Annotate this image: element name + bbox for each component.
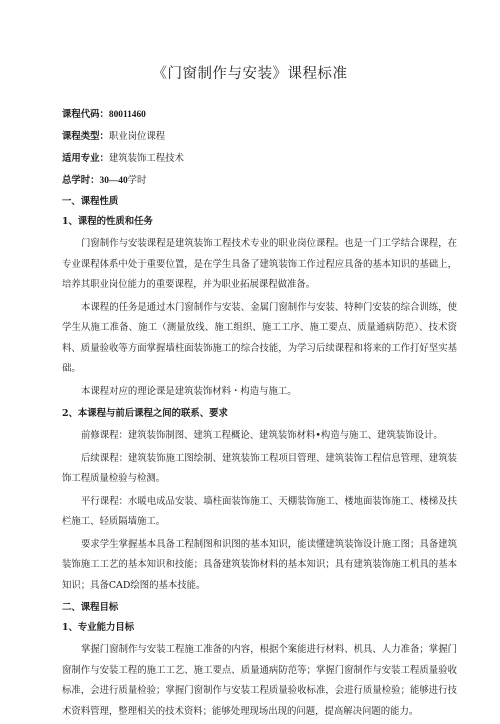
- paragraph: 后续课程：建筑装饰施工图绘制、建筑装饰工程项目管理、建筑装饰工程信息管理、建筑装饰工程质量检验与检测。: [62, 452, 457, 484]
- document-body: [62, 104, 457, 724]
- total-hours-line: [62, 170, 457, 192]
- subsection-heading: 1、专业能力目标: [62, 622, 135, 633]
- section-heading: 二、课程目标: [62, 602, 119, 613]
- meta-label: 课程代码：: [62, 109, 109, 120]
- paragraph: 要求学生掌握基本具备工程制图和识图的基本知识，能读懂建筑装饰设计施工图；具备建筑装饰施工工艺的基本知识和技能；具备建筑装饰材料的基本知识；具有建筑装饰施工机具的基本知识；具备CAD绘图的基本技能。: [62, 538, 457, 591]
- major-line: [62, 148, 457, 170]
- subsection-heading: 1、课程的性质和任务: [62, 216, 153, 227]
- document-title: 《门窗制作与安装》课程标准: [152, 66, 348, 82]
- meta-suffix: 学时: [127, 175, 147, 186]
- meta-value: 80011460: [108, 110, 146, 120]
- meta-value: 30—40: [99, 176, 128, 186]
- meta-value: 建筑装饰工程技术: [108, 153, 184, 164]
- paragraph: 掌握门窗制作与安装工程施工准备的内容，根据个案能进行材料、机具、人力准备；掌握门窗制作与安装工程的施工工艺、施工要点、质量通病防范等；掌握门窗制作与安装工程质量验收标准，会进行质量检验；掌握门窗制作与安装工程质量验收标准，会进行质量检验；能够进行技术资料管理，整理相关的技术资料；能够处理现场出现的问题，提高解决问题的能力。: [62, 644, 457, 717]
- meta-label: 适用专业：: [62, 153, 109, 164]
- paragraph: 本课程的任务是通过木门窗制作与安装、金属门窗制作与安装、特种门安装的综合训练，使学生从施工准备、施工（测量放线、施工组织、施工工序、施工要点、质量通病防范）、技术资料、质量验收等方面掌握墙柱面装饰施工的综合技能，为学习后续课程和将来的工作打好坚实基础。: [62, 301, 457, 374]
- paragraph: 前修课程：建筑装饰制图、建筑工程概论、建筑装饰材料•构造与施工、建筑装饰设计。: [81, 430, 443, 441]
- section-heading: 一、课程性质: [62, 196, 119, 207]
- meta-value: 职业岗位课程: [108, 131, 166, 142]
- meta-label: 总学时：: [62, 175, 100, 186]
- paragraph: 平行课程：水暖电成品安装、墙柱面装饰施工、天棚装饰施工、楼地面装饰施工、楼梯及扶栏施工、轻质隔墙施工。: [62, 495, 457, 527]
- paragraph: 门窗制作与安装课程是建筑装饰工程技术专业的职业岗位课程。也是一门工学结合课程，在专业课程体系中处于重要位置，是在学生具备了建筑装饰工作过程应具备的基本知识的基础上，培养其职业岗位能力的重要课程，并为职业拓展课程做准备。: [62, 238, 457, 290]
- meta-label: 课程类型：: [62, 131, 109, 142]
- subsection-heading: 2、本课程与前后课程之间的联系、要求: [62, 408, 228, 419]
- course-type-line: [62, 126, 457, 148]
- course-code-line: [62, 104, 457, 126]
- paragraph: 本课程对应的理论课是建筑装饰材料・构造与施工。: [81, 385, 297, 397]
